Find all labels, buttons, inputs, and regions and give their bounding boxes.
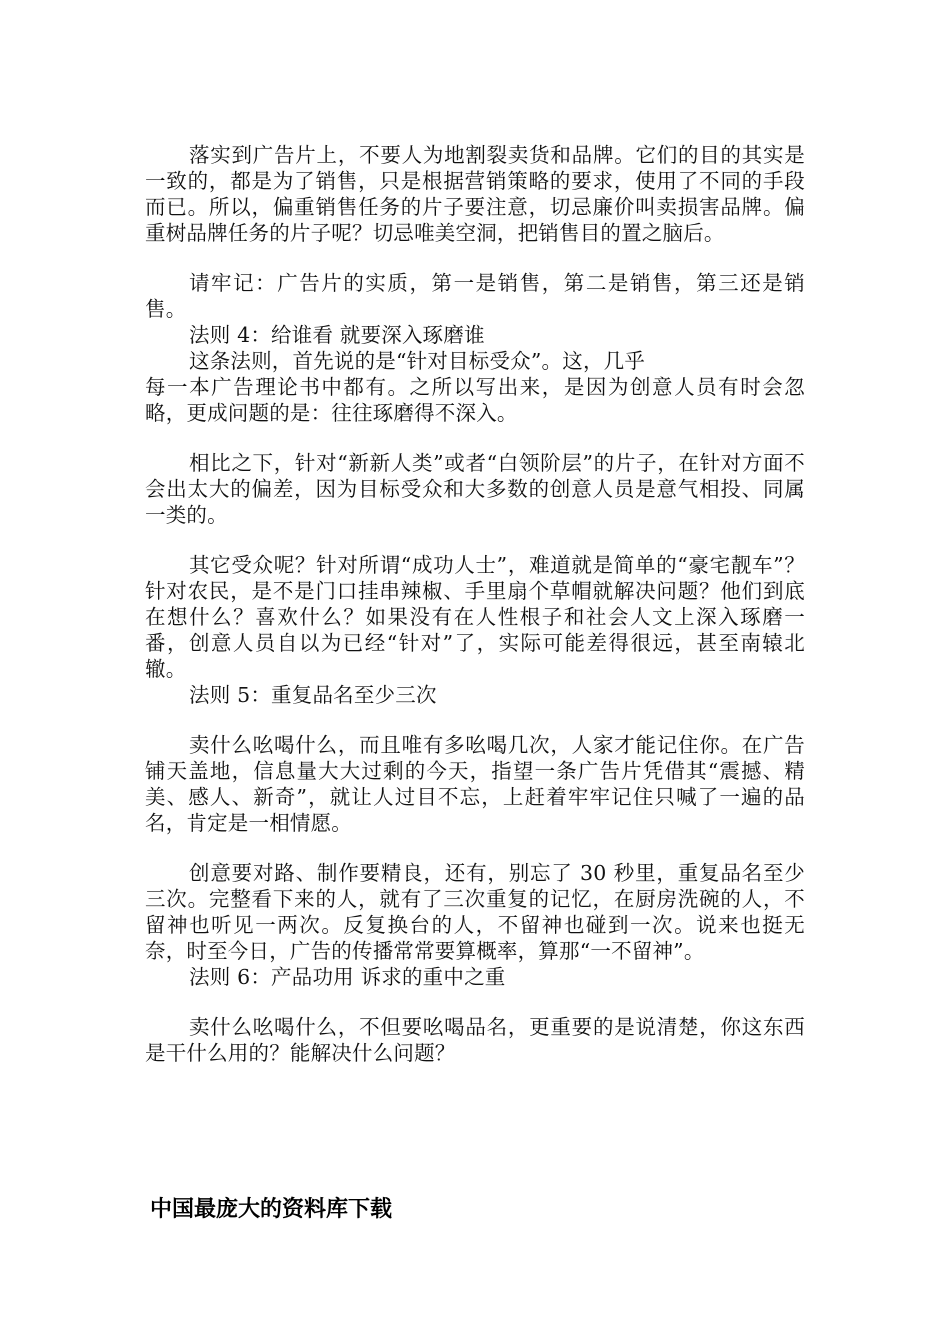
- document-body: [145, 142, 805, 1066]
- paragraph-rule-4-explanation: 每一本广告理论书中都有。之所以写出来，是因为创意人员有时会忽略，更成问题的是：往往琢磨得不深入。: [145, 375, 805, 425]
- paragraph-other-audiences: 其它受众呢？针对所谓“成功人士”，难道就是简单的“豪宅靓车”？针对农民，是不是门口挂串辣椒、手里扇个草帽就解决问题？他们到底在想什么？喜欢什么？如果没有在人性根子和社会人文上深入琢磨一番，创意人员自以为已经“针对”了，实际可能差得很远，甚至南辕北辙。: [145, 553, 805, 681]
- paragraph-brand-and-sales: 落实到广告片上，不要人为地割裂卖货和品牌。它们的目的其实是一致的，都是为了销售，只是根据营销策略的要求，使用了不同的手段而已。所以，偏重销售任务的片子要注意，切忌廉价叫卖损害品牌。偏重树品牌任务的片子呢？切忌唯美空洞，把销售目的置之脑后。: [145, 143, 805, 245]
- paragraph-product-function: 卖什么吆喝什么，不但要吆喝品名，更重要的是说清楚，你这东西是干什么用的？能解决什么问题？: [145, 1015, 805, 1065]
- paragraph-remember-sales: 请牢记：广告片的实质，第一是销售，第二是销售，第三还是销售。: [145, 271, 805, 321]
- paragraph-thirty-seconds: 创意要对路、制作要精良，还有，别忘了 30 秒里，重复品名至少三次。完整看下来的人，就有了三次重复的记忆，在厨房洗碗的人，不留神也听见一两次。反复换台的人，不留神也碰到一次。说来也挺无奈，时至今日，广告的传播常常要算概率，算那“一不留神”。: [145, 861, 805, 963]
- paragraph-rule-4-intro: 这条法则，首先说的是“针对目标受众”。这，几乎: [189, 349, 646, 373]
- rule-5-heading: 法则 5：重复品名至少三次: [189, 683, 437, 707]
- rule-6-heading: 法则 6：产品功用 诉求的重中之重: [189, 965, 506, 989]
- rule-4-heading: 法则 4：给谁看 就要深入琢磨谁: [189, 323, 485, 347]
- footer-download-banner: 中国最庞大的资料库下载: [150, 1197, 393, 1222]
- paragraph-new-human-and-white-collar: 相比之下，针对“新新人类”或者“白领阶层”的片子，在针对方面不会出太大的偏差，因为目标受众和大多数的创意人员是意气相投、同属一类的。: [145, 451, 805, 527]
- paragraph-repeat-brand-name: 卖什么吆喝什么，而且唯有多吆喝几次，人家才能记住你。在广告铺天盖地，信息量大大过剩的今天，指望一条广告片凭借其“震撼、精美、感人、新奇”，就让人过目不忘，上赶着牢牢记住只喊了一遍的品名，肯定是一相情愿。: [145, 733, 805, 835]
